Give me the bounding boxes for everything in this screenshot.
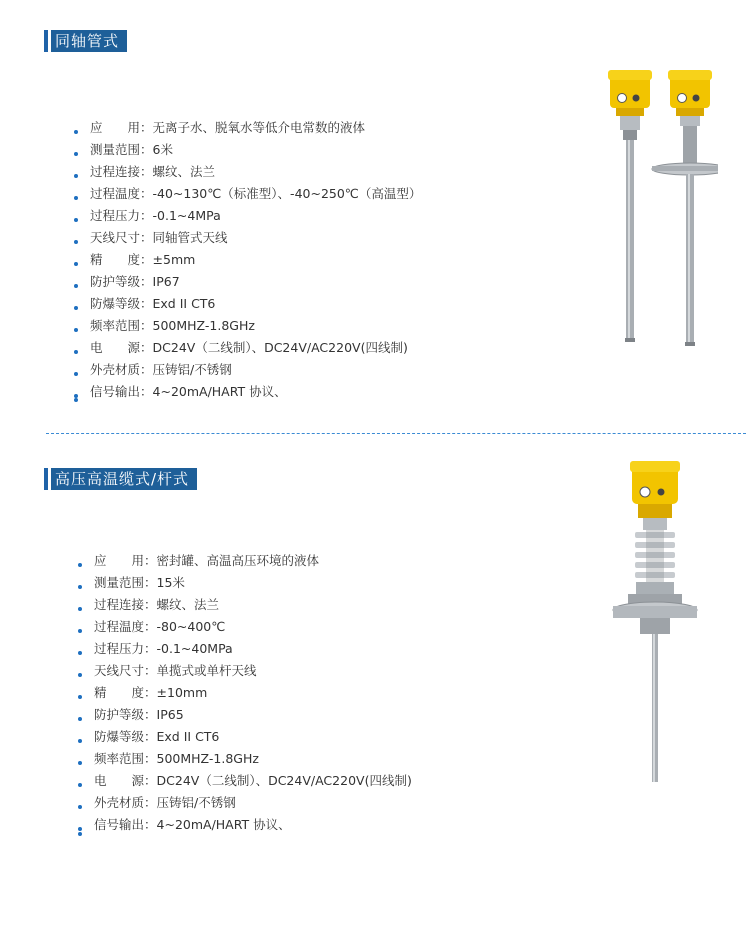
bullet-dot	[74, 196, 78, 200]
spec-value: 4~20mA/HART 协议、	[156, 817, 291, 832]
spec-item	[94, 704, 412, 726]
spec-item	[94, 682, 412, 704]
spec-value: ±5mm	[152, 252, 196, 267]
spec-value: 螺纹、法兰	[156, 597, 220, 612]
spec-value: -0.1~40MPa	[156, 641, 233, 656]
spec-label: 防爆等级：	[94, 729, 157, 744]
spec-label: 天线尺寸：	[94, 663, 157, 678]
bullet-dot	[74, 152, 78, 156]
spec-value: 压铸铝/不锈钢	[156, 795, 236, 810]
spec-item	[94, 770, 412, 792]
spec-value: 500MHZ-1.8GHz	[156, 751, 259, 766]
spec-label: 过程压力：	[94, 641, 157, 656]
bullet-dot	[78, 607, 82, 611]
spec-label: 频率范围：	[90, 318, 153, 333]
coaxial-gauge-image	[598, 66, 718, 356]
section-title-text: 高压高温缆式/杆式	[51, 468, 197, 490]
spec-item	[94, 572, 412, 594]
spec-label: 精 度：	[94, 685, 157, 700]
spec-label: 外壳材质：	[90, 362, 153, 377]
spec-label: 应 用：	[94, 553, 157, 568]
section-divider	[46, 433, 746, 434]
spec-item	[90, 183, 421, 205]
spec-list-high-pressure	[94, 550, 412, 836]
title-accent-bar	[44, 468, 48, 490]
spec-item	[90, 227, 421, 249]
spec-label: 应 用：	[90, 120, 153, 135]
bullet-dot	[78, 673, 82, 677]
spec-label: 信号输出：	[90, 384, 153, 399]
spec-item	[90, 315, 421, 337]
spec-value: 6米	[152, 142, 173, 157]
section-title-text: 同轴管式	[51, 30, 127, 52]
spec-value: -0.1~4MPa	[152, 208, 221, 223]
spec-value: 500MHZ-1.8GHz	[152, 318, 255, 333]
bullet-dot	[78, 783, 82, 787]
spec-item	[94, 660, 412, 682]
spec-value: IP67	[152, 274, 180, 289]
bullet-dot	[78, 563, 82, 567]
spec-value: 无离子水、脱氧水等低介电常数的液体	[152, 120, 366, 135]
spec-value: 单揽式或单杆天线	[156, 663, 257, 678]
spec-label: 频率范围：	[94, 751, 157, 766]
bullet-dot	[78, 761, 82, 765]
spec-item	[94, 814, 412, 836]
spec-label: 信号输出：	[94, 817, 157, 832]
bullet-dot	[74, 218, 78, 222]
section-title-high-pressure	[44, 468, 197, 490]
spec-label: 防护等级：	[90, 274, 153, 289]
spec-item	[90, 117, 421, 139]
spec-label: 测量范围：	[90, 142, 153, 157]
bullet-dot	[78, 717, 82, 721]
spec-value: Exd II CT6	[152, 296, 216, 311]
cooling-fins	[635, 530, 675, 586]
spec-label: 过程连接：	[94, 597, 157, 612]
spec-item	[94, 748, 412, 770]
spec-label: 防爆等级：	[90, 296, 153, 311]
bullet-dot	[74, 174, 78, 178]
spec-value: 密封罐、高温高压环境的液体	[156, 553, 320, 568]
bullet-dot	[74, 350, 78, 354]
spec-value: ±10mm	[156, 685, 208, 700]
section-title-coaxial	[44, 30, 127, 52]
spec-list-coaxial	[90, 117, 421, 403]
bullet-dot	[74, 306, 78, 310]
spec-value: 15米	[156, 575, 185, 590]
spec-value: Exd II CT6	[156, 729, 220, 744]
bullet-dot	[74, 240, 78, 244]
spec-item	[90, 381, 421, 403]
gauge-left	[608, 70, 652, 342]
spec-value: -80~400℃	[156, 619, 226, 634]
spec-label: 过程温度：	[94, 619, 157, 634]
spec-value: -40~130℃（标准型）、-40~250℃（高温型）	[152, 186, 422, 201]
spec-item	[90, 337, 421, 359]
spec-item	[90, 359, 421, 381]
spec-item	[94, 638, 412, 660]
gauge-right	[652, 70, 718, 346]
spec-label: 电 源：	[90, 340, 153, 355]
spec-value: IP65	[156, 707, 184, 722]
spec-item	[90, 139, 421, 161]
spec-value: DC24V（二线制）、DC24V/AC220V(四线制)	[152, 340, 408, 355]
bullet-dot	[74, 262, 78, 266]
spec-item	[90, 293, 421, 315]
spec-label: 测量范围：	[94, 575, 157, 590]
spec-item	[94, 616, 412, 638]
spec-item	[90, 205, 421, 227]
spec-label: 防护等级：	[94, 707, 157, 722]
spec-item	[94, 594, 412, 616]
spec-label: 过程压力：	[90, 208, 153, 223]
spec-value: 螺纹、法兰	[152, 164, 216, 179]
bullet-dot	[78, 739, 82, 743]
title-accent-bar	[44, 30, 48, 52]
spec-label: 电 源：	[94, 773, 157, 788]
spec-value: DC24V（二线制）、DC24V/AC220V(四线制)	[156, 773, 412, 788]
bullet-dot	[74, 372, 78, 376]
bullet-dot	[78, 629, 82, 633]
bullet-dot	[74, 130, 78, 134]
spec-label: 天线尺寸：	[90, 230, 153, 245]
spec-label: 精 度：	[90, 252, 153, 267]
spec-value: 4~20mA/HART 协议、	[152, 384, 287, 399]
spec-item	[94, 726, 412, 748]
spec-label: 外壳材质：	[94, 795, 157, 810]
spec-label: 过程连接：	[90, 164, 153, 179]
bullet-dot	[78, 827, 82, 831]
spec-item	[90, 161, 421, 183]
bullet-dot	[74, 398, 78, 402]
spec-value: 压铸铝/不锈钢	[152, 362, 232, 377]
spec-item	[90, 249, 421, 271]
spec-item	[90, 271, 421, 293]
spec-value: 同轴管式天线	[152, 230, 228, 245]
spec-item	[94, 792, 412, 814]
bullet-dot	[78, 805, 82, 809]
bullet-dot	[78, 585, 82, 589]
bullet-dot	[74, 328, 78, 332]
spec-item	[94, 550, 412, 572]
bullet-dot	[78, 651, 82, 655]
high-pressure-gauge-image	[610, 458, 700, 788]
bullet-dot	[78, 832, 82, 836]
spec-label: 过程温度：	[90, 186, 153, 201]
bullet-dot	[78, 695, 82, 699]
bullet-dot	[74, 284, 78, 288]
